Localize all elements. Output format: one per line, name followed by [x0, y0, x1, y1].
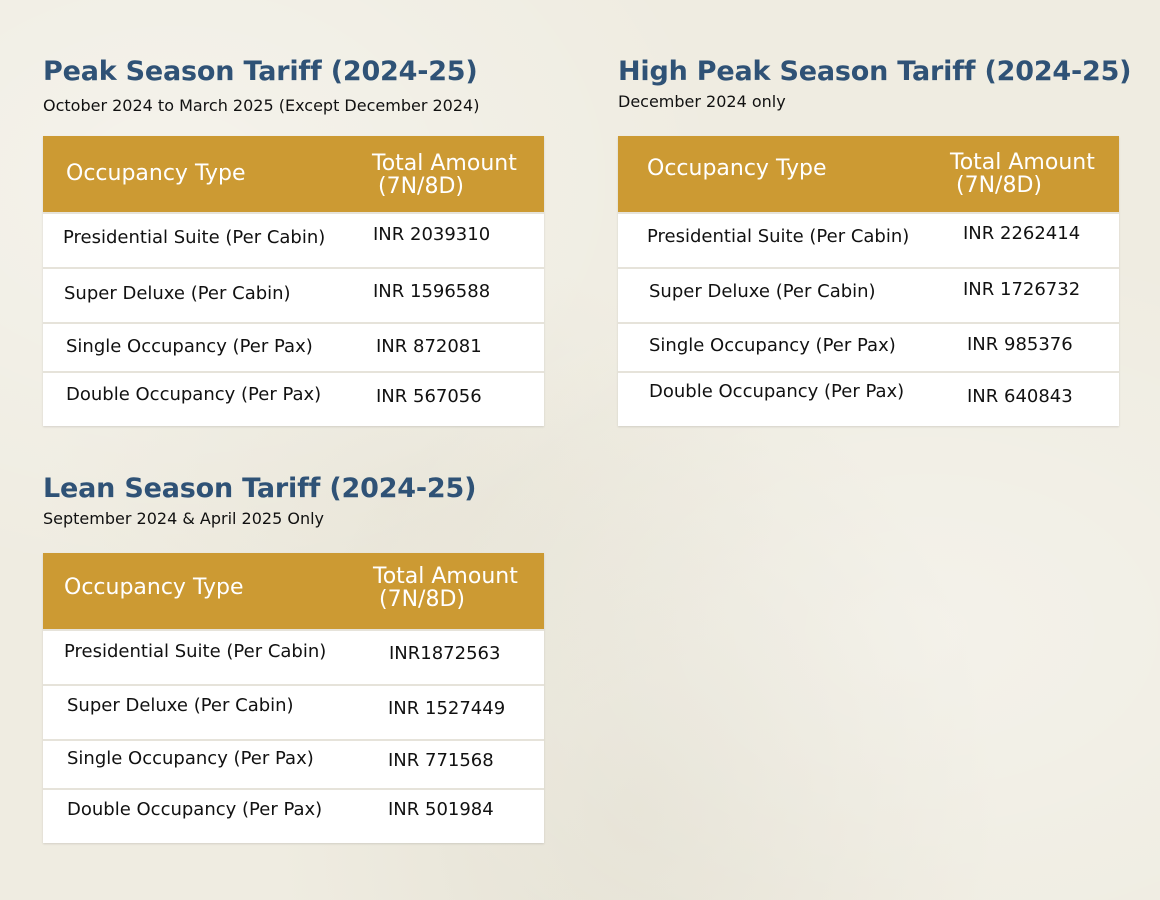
occupancy-type-cell: Double Occupancy (Per Pax): [649, 381, 905, 402]
occupancy-type-cell: Super Deluxe (Per Cabin): [649, 281, 876, 302]
tariff-table: [43, 136, 544, 426]
table-row: [43, 267, 544, 322]
amount-cell: INR1872563: [389, 643, 501, 664]
section-subtitle: October 2024 to March 2025 (Except December 2024): [43, 96, 480, 115]
amount-cell: INR 640843: [967, 386, 1073, 407]
section-title: Lean Season Tariff (2024-25): [43, 473, 477, 504]
table-row: [43, 322, 544, 371]
column-header-amount: [950, 151, 1095, 197]
occupancy-type-cell: Super Deluxe (Per Cabin): [64, 283, 291, 304]
table-row: [618, 267, 1119, 322]
occupancy-type-cell: Single Occupancy (Per Pax): [66, 336, 313, 357]
tariff-table: [43, 553, 544, 843]
amount-cell: INR 1596588: [373, 281, 491, 302]
occupancy-type-cell: Double Occupancy (Per Pax): [66, 384, 322, 405]
table-row: [43, 684, 544, 739]
section-subtitle: September 2024 & April 2025 Only: [43, 509, 324, 528]
column-header-duration: (7N/8D): [378, 174, 464, 199]
occupancy-type-cell: Double Occupancy (Per Pax): [67, 799, 323, 820]
section-subtitle: December 2024 only: [618, 92, 786, 111]
amount-cell: INR 501984: [388, 799, 494, 820]
table-header: [43, 553, 544, 629]
table-row: [618, 212, 1119, 267]
column-header-occupancy: Occupancy Type: [647, 156, 827, 181]
table-row: [43, 371, 544, 426]
amount-cell: INR 567056: [376, 386, 482, 407]
table-row: [43, 629, 544, 684]
occupancy-type-cell: Presidential Suite (Per Cabin): [64, 641, 327, 662]
table-row: [43, 212, 544, 267]
occupancy-type-cell: Single Occupancy (Per Pax): [649, 335, 896, 356]
amount-cell: INR 2262414: [963, 223, 1081, 244]
column-header-amount-label: Total Amount: [950, 150, 1095, 175]
column-header-amount-label: Total Amount: [372, 151, 517, 176]
column-header-occupancy: Occupancy Type: [64, 575, 244, 600]
amount-cell: INR 1726732: [963, 279, 1081, 300]
section-title: Peak Season Tariff (2024-25): [43, 56, 478, 87]
amount-cell: INR 771568: [388, 750, 494, 771]
column-header-amount-label: Total Amount: [373, 564, 518, 589]
column-header-duration: (7N/8D): [956, 173, 1042, 198]
table-header: [618, 136, 1119, 212]
column-header-amount: [372, 152, 517, 198]
column-header-duration: (7N/8D): [379, 587, 465, 612]
amount-cell: INR 872081: [376, 336, 482, 357]
occupancy-type-cell: Single Occupancy (Per Pax): [67, 748, 314, 769]
table-row: [618, 371, 1119, 426]
amount-cell: INR 985376: [967, 334, 1073, 355]
amount-cell: INR 2039310: [373, 224, 491, 245]
column-header-occupancy: Occupancy Type: [66, 161, 246, 186]
table-header: [43, 136, 544, 212]
tariff-table: [618, 136, 1119, 426]
table-row: [43, 739, 544, 788]
table-row: [618, 322, 1119, 371]
section-title: High Peak Season Tariff (2024-25): [618, 56, 1132, 87]
column-header-amount: [373, 565, 518, 611]
occupancy-type-cell: Super Deluxe (Per Cabin): [67, 695, 294, 716]
occupancy-type-cell: Presidential Suite (Per Cabin): [647, 226, 910, 247]
table-row: [43, 788, 544, 843]
occupancy-type-cell: Presidential Suite (Per Cabin): [63, 227, 326, 248]
amount-cell: INR 1527449: [388, 698, 506, 719]
